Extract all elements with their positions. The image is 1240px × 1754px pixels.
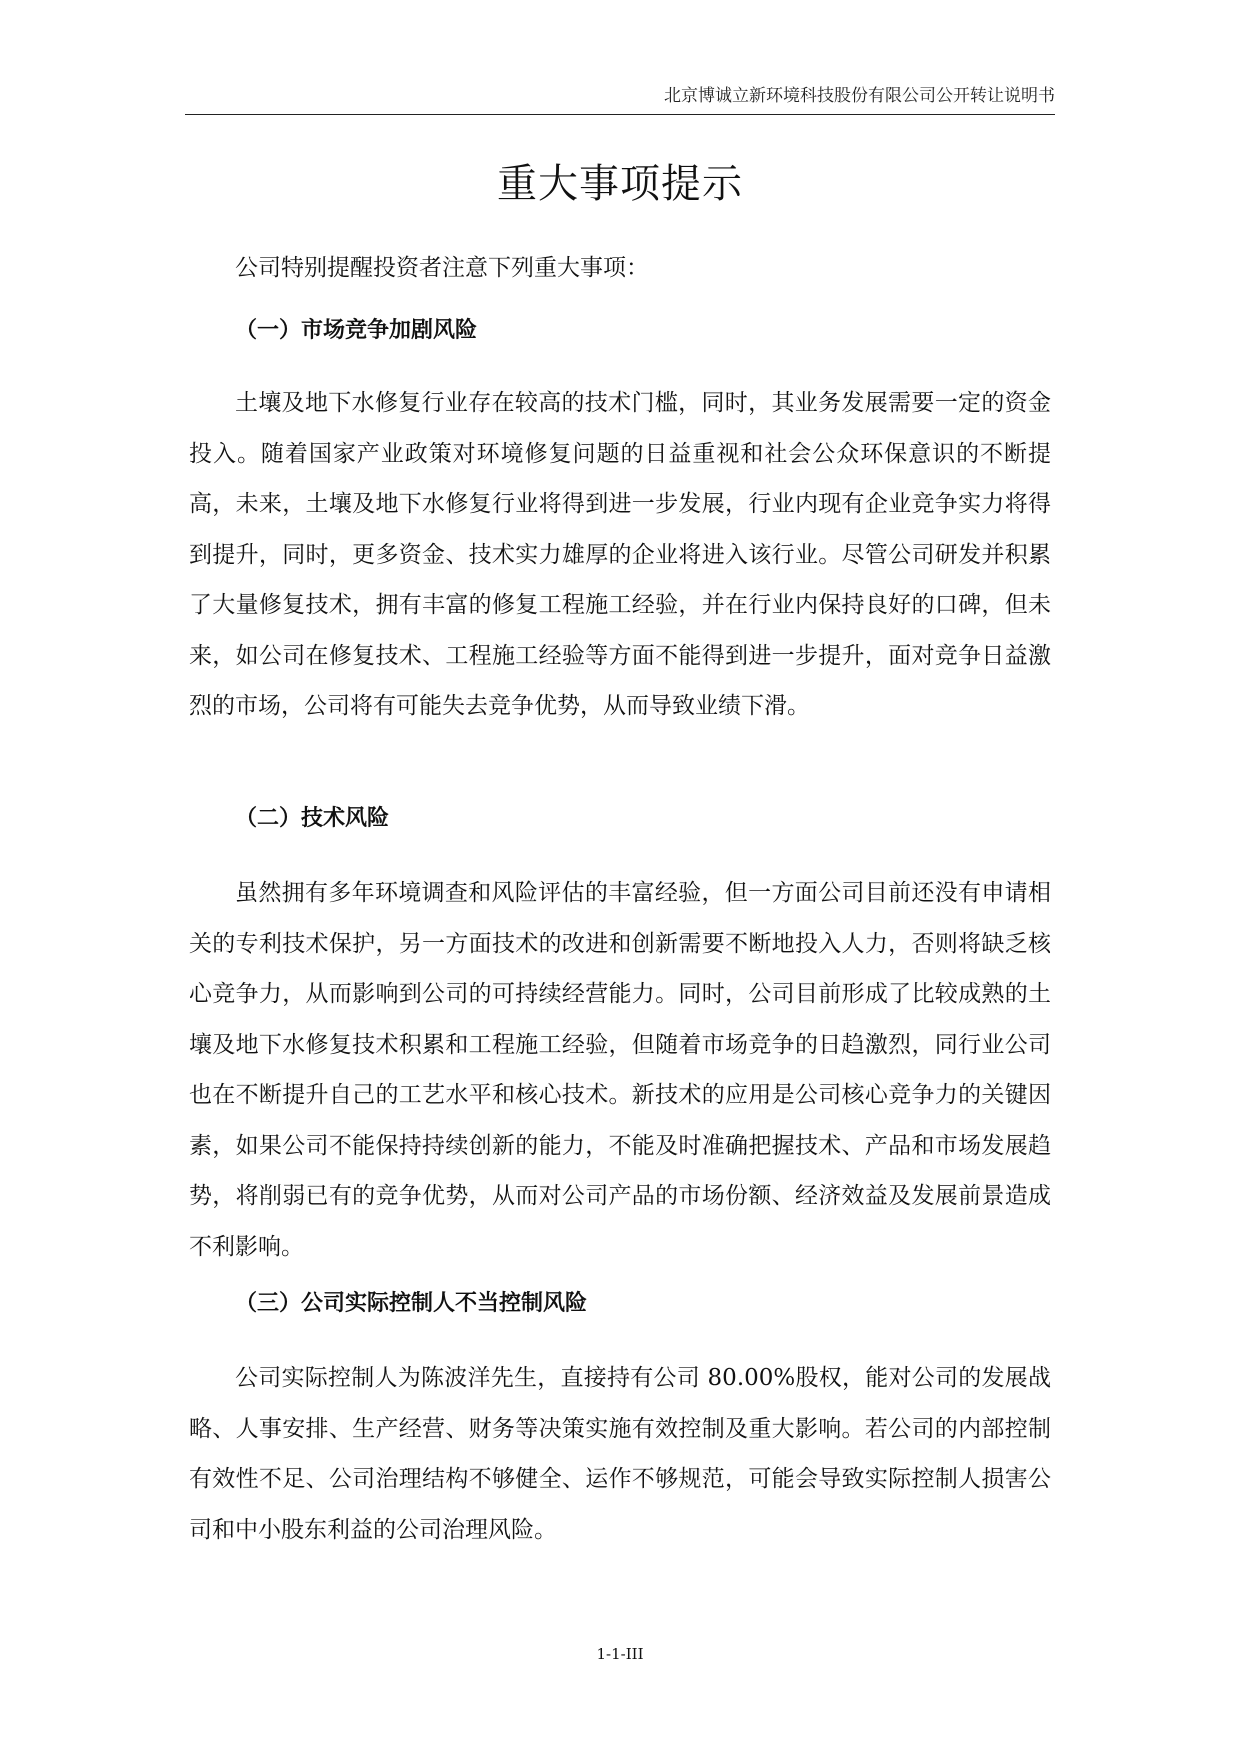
section-heading-market-competition: （一）市场竞争加剧风险	[235, 318, 478, 343]
section-heading-controller-risk: （三）公司实际控制人不当控制风险	[235, 1291, 588, 1316]
running-header: 北京博诚立新环境科技股份有限公司公开转让说明书	[664, 86, 1055, 106]
section-paragraph-market-competition: 土壤及地下水修复行业存在较高的技术门槛，同时，其业务发展需要一定的资金投入。随着国家产业政策对环境修复问题的日益重视和社会公众环保意识的不断提高，未来，土壤及地下水修复行业将得到进一步发展，行业内现有企业竞争实力将得到提升，同时，更多资金、技术实力雄厚的企业将进入该行业。尽管公司研发并积累了大量修复技术，拥有丰富的修复工程施工经验，并在行业内保持良好的口碑，但未来，如公司在修复技术、工程施工经验等方面不能得到进一步提升，面对竞争日益激烈的市场，公司将有可能失去竞争优势，从而导致业绩下滑。	[189, 390, 1051, 719]
section-paragraph-controller-risk: 公司实际控制人为陈波洋先生，直接持有公司 80.00%股权，能对公司的发展战略、人事安排、生产经营、财务等决策实施有效控制及重大影响。若公司的内部控制有效性不足、公司治理结构不够健全、运作不够规范，可能会导致实际控制人损害公司和中小股东利益的公司治理风险。	[189, 1365, 1051, 1543]
section-paragraph-technology-risk: 虽然拥有多年环境调查和风险评估的丰富经验，但一方面公司目前还没有申请相关的专利技术保护，另一方面技术的改进和创新需要不断地投入人力，否则将缺乏核心竞争力，从而影响到公司的可持续经营能力。同时，公司目前形成了比较成熟的土壤及地下水修复技术积累和工程施工经验，但随着市场竞争的日趋激烈，同行业公司也在不断提升自己的工艺水平和核心技术。新技术的应用是公司核心竞争力的关键因素，如果公司不能保持持续创新的能力，不能及时准确把握技术、产品和市场发展趋势，将削弱已有的竞争优势，从而对公司产品的市场份额、经济效益及发展前景造成不利影响。	[189, 880, 1051, 1260]
page-number: 1-1-III	[596, 1645, 644, 1663]
section-heading-technology-risk: （二）技术风险	[235, 806, 390, 831]
page-title: 重大事项提示	[497, 161, 743, 207]
intro-paragraph: 公司特别提醒投资者注意下列重大事项：	[235, 255, 649, 281]
header-divider	[185, 114, 1055, 115]
